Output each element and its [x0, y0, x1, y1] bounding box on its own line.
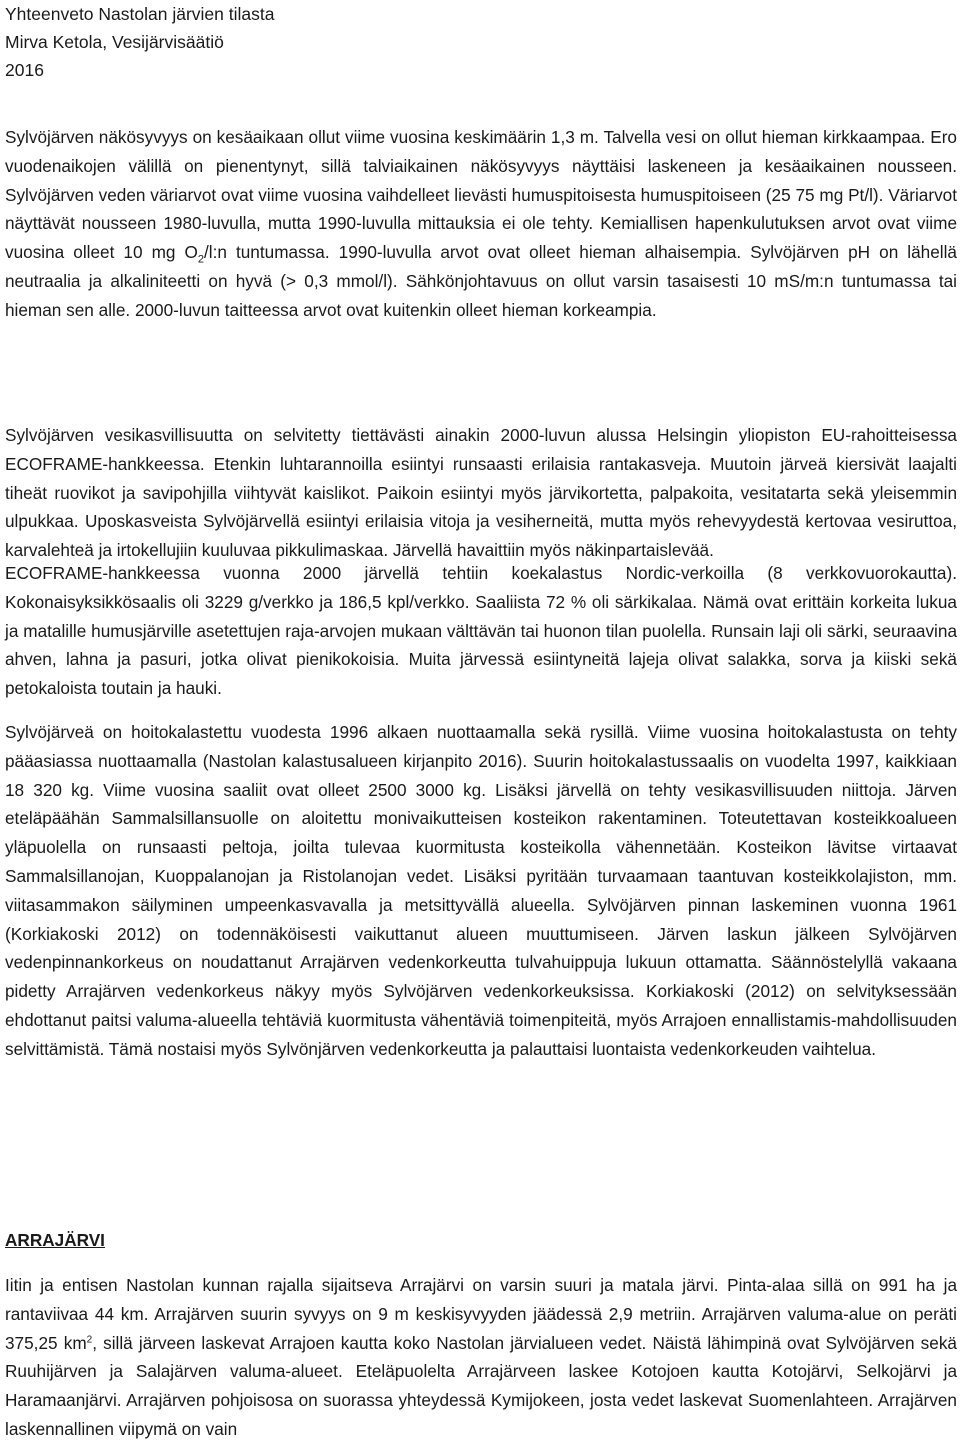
document-page — [5, 0, 957, 1439]
paragraph-text: Sylvöjärven näkösyvyys on kesäaikaan ollut viime vuosina keskimäärin 1,3 m. Talvella vesi on ollut hieman kirkkaampaa. Ero vuodenaikojen välillä on pienentynyt, sillä talviaikainen näkösyvyys näyttäisi laskeneen ja kesäaikainen nousseen. Sylvöjärven veden väriarvot ovat viime vuosina vaihdelleet lievästi humuspitoisesta humuspitoiseen (25 75 mg Pt/l). Väriarvot näyttävät nousseen 1980-luvulla, mutta 1990-luvulla mittauksia ei ole tehty. Kemiallisen hapenkulutuksen arvot ovat viime vuosina olleet 10 mg O — [5, 127, 957, 263]
superscript-2: 2 — [86, 1333, 93, 1345]
document-title: Yhteenveto Nastolan järvien tilasta — [5, 4, 275, 24]
paragraph-text: Iitin ja entisen Nastolan kunnan rajalla sijaitseva Arrajärvi on varsin suuri ja matala järvi. Pinta-alaa sillä on 991 ha ja rantaviivaa 44 km. Arrajärven suurin syvyys on 9 m keskisyvyyden jäädessä 2,9 metriin. Arrajärven valuma-alue on peräti 375,25 km — [5, 1275, 957, 1353]
paragraph-text: , sillä järveen laskevat Arrajoen kautta koko Nastolan järvialueen vedet. Näistä lähimpinä ovat Sylvöjärven sekä Ruuhijärven ja Salajärven valuma-alueet. Eteläpuolelta Arrajärveen laskee Kotojoen kautta Kotojärvi, Selkojärvi ja Haramaanjärvi. Arrajärven pohjoisosa on suorassa yhteydessä Kymijokeen, josta vedet laskevat Suomenlahteen. Arrajärven laskennallinen viipymä on vain — [5, 1332, 957, 1439]
paragraph-water-quality — [5, 123, 957, 325]
document-header — [5, 0, 957, 84]
section-heading-arrajarvi: ARRAJÄRVI — [5, 1230, 105, 1250]
paragraph-management-fishing: Sylvöjärveä on hoitokalastettu vuodesta 1996 alkaen nuottaamalla sekä rysillä. Viime vuosina hoitokalastusta on tehty pääasiassa nuottaamalla (Nastolan kalastusalueen kirjanpito 2016). Suurin hoitokalastussaalis on vuodelta 1997, kaikkiaan 18 320 kg. Viime vuosina saaliit ovat olleet 2500 3000 kg. Lisäksi järvellä on tehty vesikasvillisuuden niittoja. Järven eteläpäähän Sammalsillansuolle on aloitettu monivaikutteisen kosteikon rakentaminen. Toteutettavan kosteikkoalueen yläpuolella on runsaasti peltoja, joilta tulevaa kuormitusta kosteikolla vähennetään. Kosteikon lävitse virtaavat Sammalsillanojan, Kuoppalanojan ja Ristolanojan vedet. Lisäksi pyritään turvaamaan taantuvan kosteikkolajiston, mm. viitasammakon säilyminen umpeenkasvavalla ja metsittyvällä alueella. Sylvöjärven pinnan laskeminen vuonna 1961 (Korkiakoski 2012) on todennäköisesti vaikuttanut alueen muuttumiseen. Järven laskun jälkeen Sylvöjärven vedenpinnankorkeus on noudattanut Arrajärven vedenkorkeutta tulvahuippuja lukuun ottamatta. Säännöstelyllä vakaana pidetty Arrajärven vedenkorkeus näkyy myös Sylvöjärven vedenkorkeuksissa. Korkiakoski (2012) on selvityksessään ehdottanut paitsi valuma-alueella tehtäviä kuormitusta vähentäviä toimenpiteitä, myös Arrajoen ennallistamis-mahdollisuuden selvittämistä. Tämä nostaisi myös Sylvönjärven vedenkorkeutta ja palauttaisi luontaista vedenkorkeuden vaihtelua. — [5, 722, 957, 1059]
paragraph-text: /l:n tuntumassa. 1990-luvulla arvot ovat olleet hieman alhaisempia. Sylvöjärven pH on lähellä neutraalia ja alkaliniteetti on hyvä (> 0,3 mmol/l). Sähkönjohtavuus on ollut varsin tasaisesti 10 mS/m:n tuntumassa tai hieman sen alle. 2000-luvun taitteessa arvot ovat kuitenkin olleet hieman korkeampia. — [5, 242, 957, 320]
document-year: 2016 — [5, 60, 44, 80]
subscript-2: 2 — [197, 253, 204, 266]
document-author: Mirva Ketola, Vesijärvisäätiö — [5, 32, 224, 52]
paragraph-vegetation: Sylvöjärven vesikasvillisuutta on selvitetty tiettävästi ainakin 2000-luvun alussa Helsingin yliopiston EU-rahoitteisessa ECOFRAME-hankkeessa. Etenkin luhtarannoilla esiintyi runsaasti erilaisia rantakasveja. Muutoin järveä kiersivät laajalti tiheät ruovikot ja savipohjilla viihtyvät kaislikot. Paikoin esiintyi myös järvikortetta, palpakoita, vesitatarta sekä yleisemmin ulpukkaa. Uposkasveista Sylvöjärvellä esiintyi erilaisia vitoja ja vesiherneitä, mutta myös rehevyydestä kertovaa vesiruttoa, karvalehteä ja irtokellujiin kuuluvaa pikkulimaskaa. Järvellä havaittiin myös näkinpartaislevää. — [5, 425, 957, 561]
paragraph-test-fishing: ECOFRAME-hankkeessa vuonna 2000 järvellä tehtiin koekalastus Nordic-verkoilla (8 verkkovuorokautta). Kokonaisyksikkösaalis oli 3229 g/verkko ja 186,5 kpl/verkko. Saaliista 72 % oli särkikalaa. Nämä ovat erittäin korkeita lukua ja matalille humusjärville asetettujen raja-arvojen mukaan välttävän tai huonon tilan puolella. Runsain laji oli särki, seuraavina ahven, lahna ja pasuri, jotka olivat pienikokoisia. Muita järvessä esiintyneitä lajeja olivat salakka, sorva ja kiiski sekä petokaloista toutain ja hauki. — [5, 563, 957, 699]
paragraph-arrajarvi — [5, 1271, 957, 1444]
